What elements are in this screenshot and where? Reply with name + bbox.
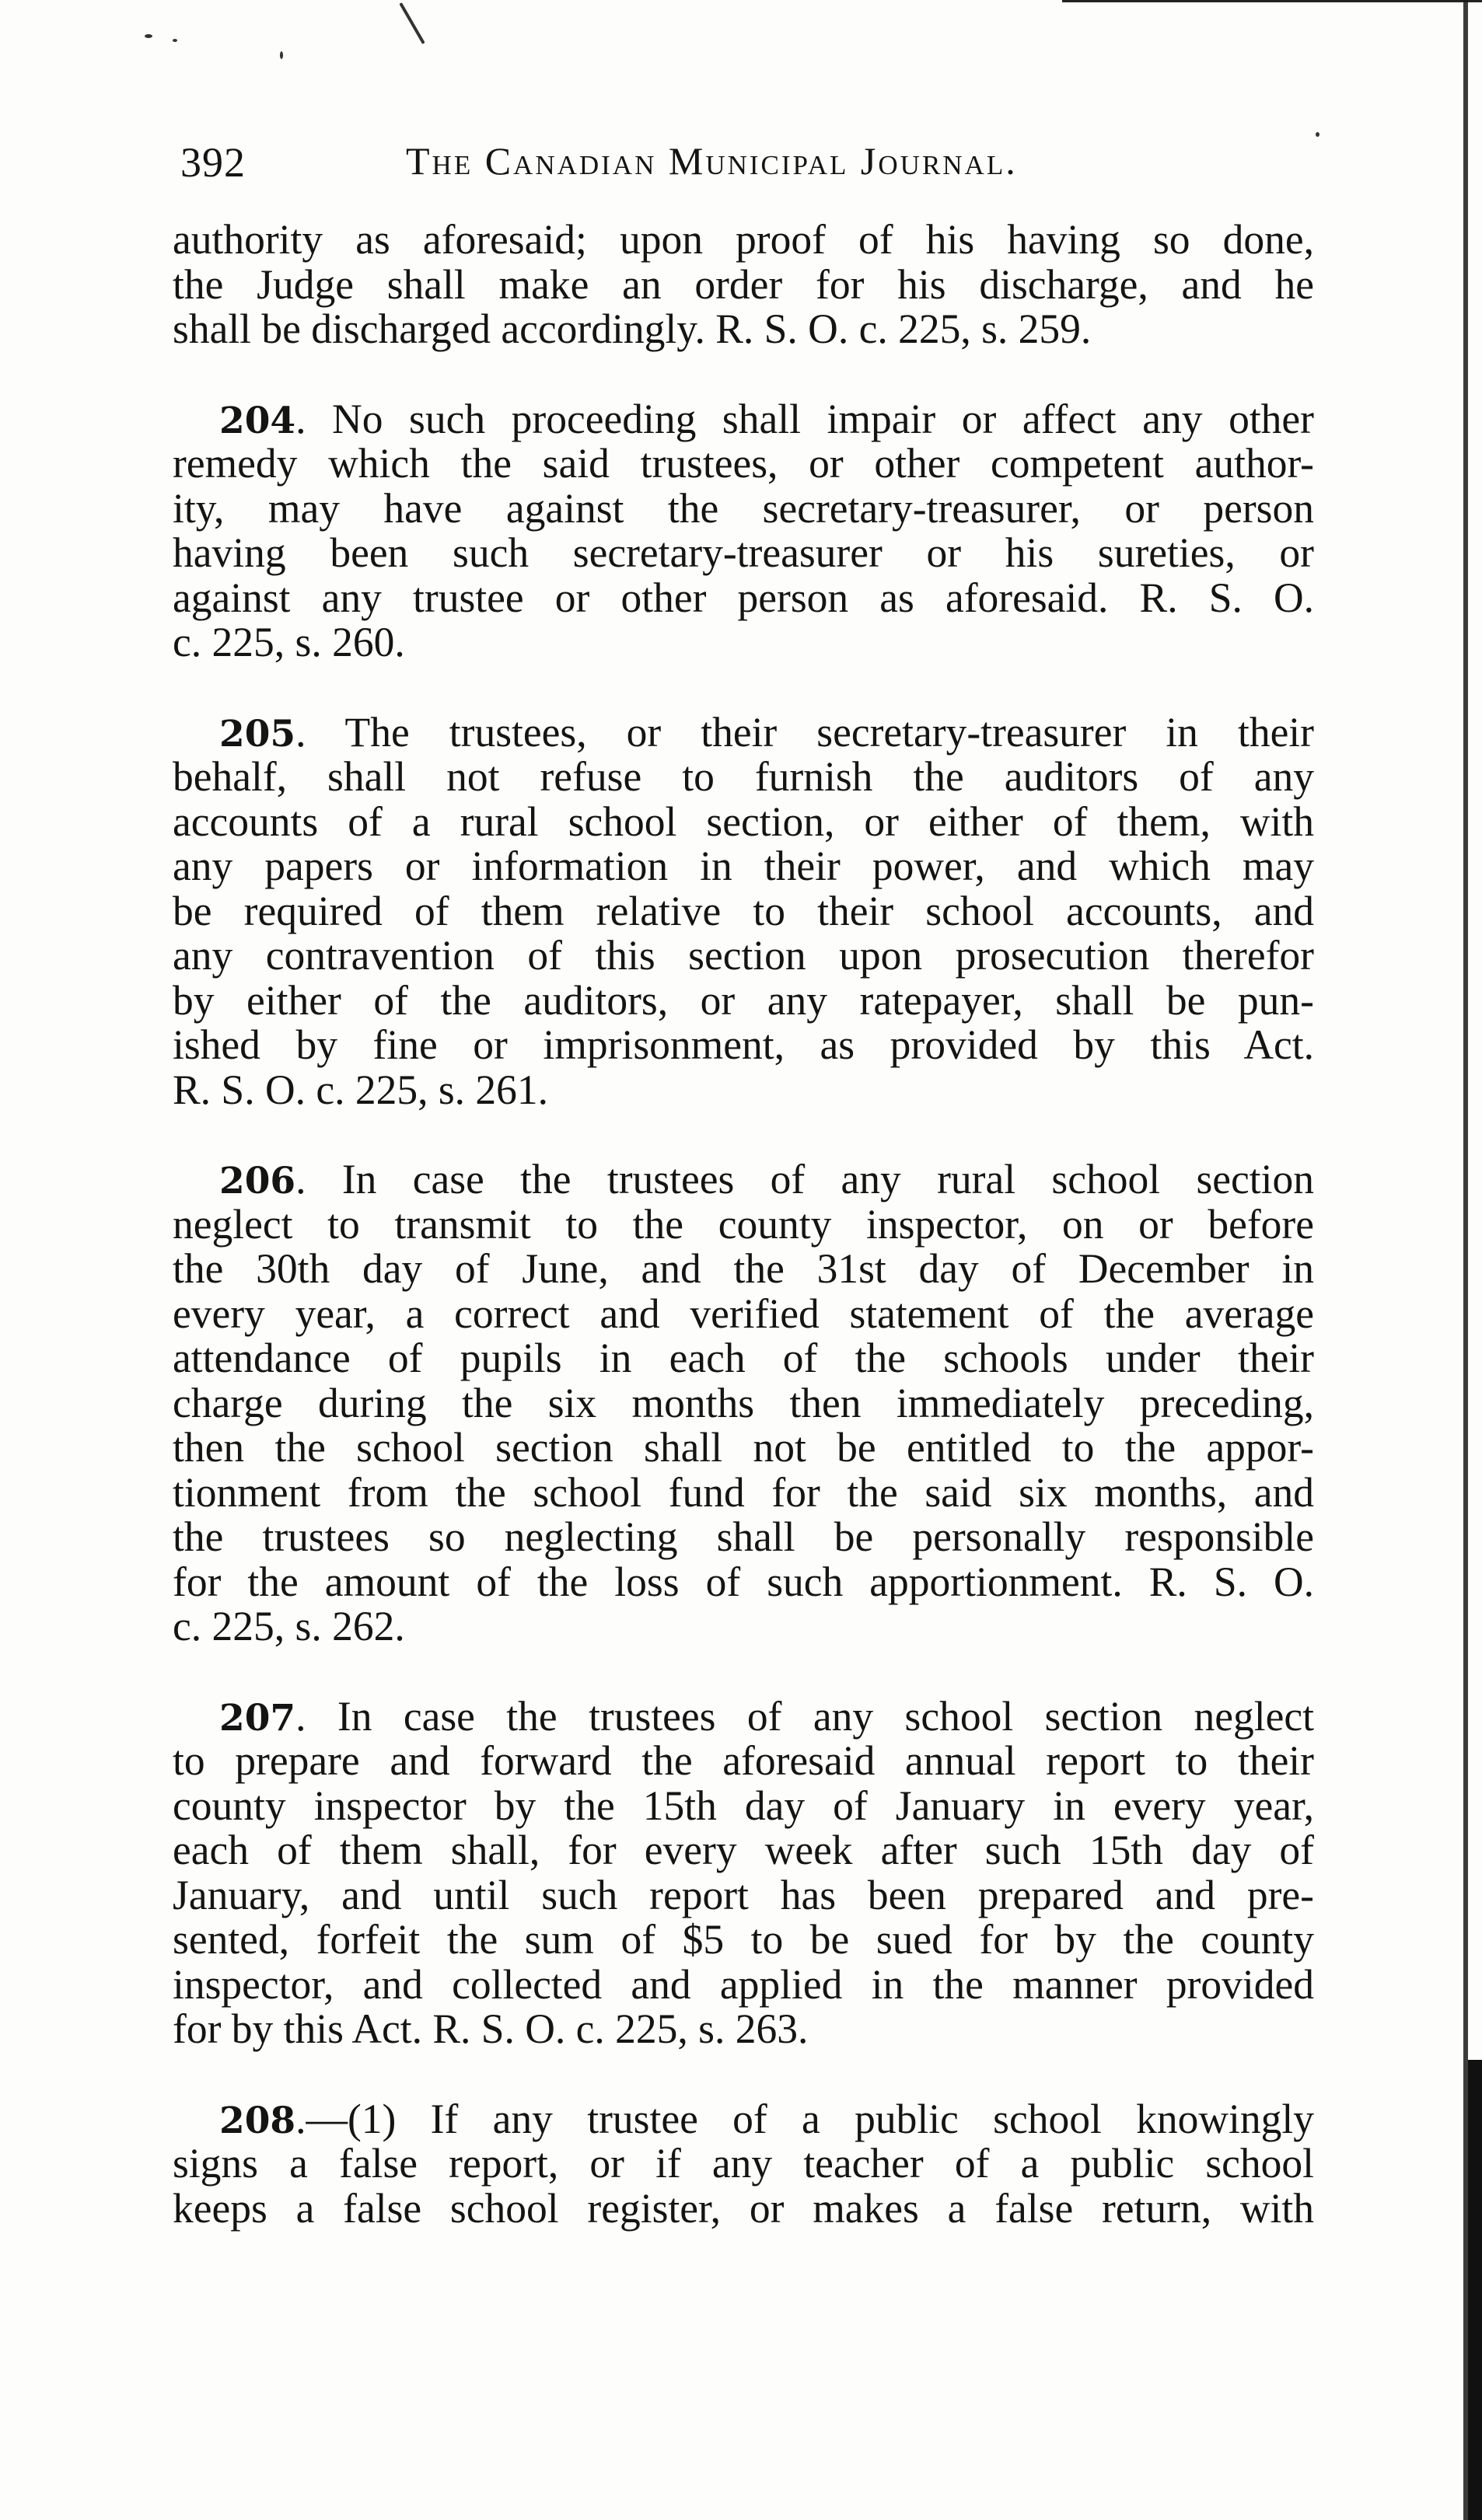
text-line: sented, forfeit the sum of $5 to be sued for by the county [173, 1916, 1314, 1963]
text-line: for by this Act. R. S. O. c. 225, s. 263. [173, 2005, 809, 2052]
text-line: c. 225, s. 262. [173, 1603, 405, 1649]
section-first-line [173, 1157, 1314, 1202]
text-line: then the school section shall not be entitled to the appor- [173, 1424, 1314, 1471]
section-lead-text: . In case the trustees of any school section neglect [295, 1692, 1314, 1740]
text-line: be required of them relative to their school accounts, and [173, 887, 1314, 934]
text-line: authority as aforesaid; upon proof of his having so done, [173, 216, 1314, 263]
section-number: 205 [219, 712, 296, 756]
paragraph-continuation [173, 218, 1314, 352]
text-line: the trustees so neglecting shall be personally responsible [173, 1513, 1314, 1560]
section-lead-text: . No such proceeding shall impair or affect any other [295, 395, 1314, 442]
section-first-line [173, 710, 1314, 756]
section-lead-text: . In case the trustees of any rural school section [295, 1156, 1314, 1202]
scan-speck [1316, 132, 1319, 137]
text-line: the Judge shall make an order for his discharge, and he [173, 260, 1314, 308]
text-line: the 30th day of June, and the 31st day of December in [173, 1245, 1314, 1292]
text-line: each of them shall, for every week after such 15th day of [173, 1827, 1314, 1873]
text-line: county inspector by the 15th day of January in every year, [173, 1782, 1314, 1829]
text-line: signs a false report, or if any teacher of a public school [173, 2140, 1314, 2187]
text-line: accounts of a rural school section, or either of them, with [173, 798, 1314, 845]
section-first-line [173, 397, 1314, 442]
text-line: remedy which the said trustees, or other competent author- [173, 440, 1314, 487]
page-header [180, 138, 1316, 193]
text-line: by either of the auditors, or any ratepayer, shall be pun- [173, 976, 1314, 1024]
text-line: for the amount of the loss of such apportionment. R. S. O. [173, 1558, 1314, 1605]
text-line: c. 225, s. 260. [173, 619, 405, 665]
text-line: shall be discharged accordingly. R. S. O. c. 225, s. 259. [173, 305, 1092, 352]
section-208 [173, 2097, 1314, 2232]
scan-speck [173, 39, 177, 42]
scan-edge-right-shadow [1468, 2060, 1482, 2520]
scan-edge-top [1062, 0, 1482, 2]
page-number: 392 [180, 139, 246, 186]
text-line: having been such secretary-treasurer or his sureties, or [173, 529, 1314, 576]
text-line: ished by fine or imprisonment, as provided by this Act. [173, 1021, 1314, 1068]
section-number: 204 [219, 399, 296, 442]
section-first-line [173, 2097, 1314, 2142]
text-line: keeps a false school register, or makes a false return, with [173, 2184, 1314, 2232]
text-line: tionment from the school fund for the said six months, and [173, 1468, 1314, 1516]
text-line: to prepare and forward the aforesaid annual report to their [173, 1737, 1314, 1784]
scan-speck [145, 34, 152, 38]
scan-speck [280, 51, 283, 59]
section-206 [173, 1157, 1314, 1649]
text-line: behalf, shall not refuse to furnish the auditors of any [173, 753, 1314, 800]
text-line: R. S. O. c. 225, s. 261. [173, 1066, 549, 1113]
text-line: every year, a correct and verified statement of the average [173, 1290, 1314, 1337]
body-text [173, 218, 1314, 2276]
text-line: attendance of pupils in each of the schools under their [173, 1335, 1314, 1381]
text-line: inspector, and collected and applied in the manner provided [173, 1960, 1314, 2008]
section-204 [173, 397, 1314, 665]
text-line: neglect to transmit to the county inspector, on or before [173, 1200, 1314, 1248]
section-number: 207 [219, 1696, 296, 1740]
text-line: ity, may have against the secretary-treasurer, or person [173, 484, 1314, 532]
section-lead-text: . The trustees, or their secretary-treasurer in their [295, 708, 1314, 756]
text-line: any papers or information in their power, and which may [173, 843, 1314, 889]
text-line: charge during the six months then immediately preceding, [173, 1379, 1314, 1426]
text-line: any contravention of this section upon prosecution therefor [173, 932, 1314, 979]
running-head: The Canadian Municipal Journal. [406, 139, 1018, 183]
section-number: 206 [219, 1160, 296, 1202]
section-207 [173, 1692, 1314, 2052]
section-lead-text: .—(1) If any trustee of a public school knowingly [295, 2095, 1314, 2142]
section-205 [173, 710, 1314, 1113]
section-number: 208 [219, 2099, 296, 2142]
text-line: against any trustee or other person as aforesaid. R. S. O. [173, 574, 1314, 621]
scan-mark [399, 2, 425, 44]
section-first-line [173, 1692, 1314, 1740]
text-line: January, and until such report has been prepared and pre- [173, 1871, 1314, 1918]
